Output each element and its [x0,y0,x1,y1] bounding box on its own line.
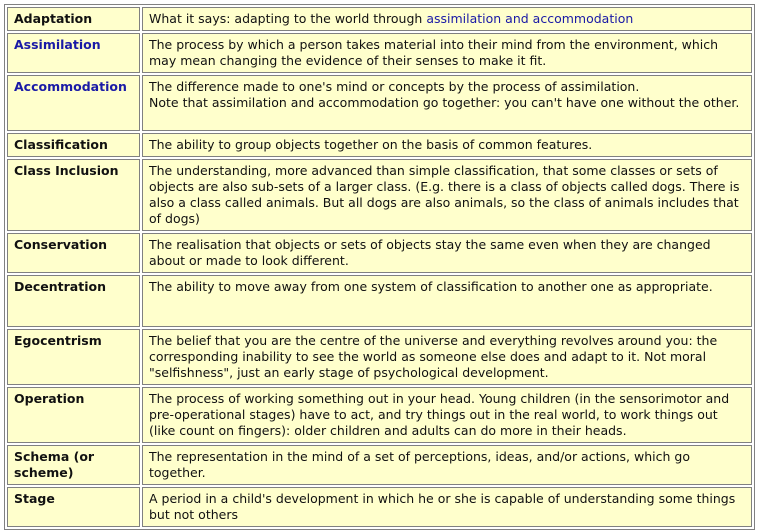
definition-cell: The process by which a person takes material into their mind from the environment, which may mean changing the evidence of their senses to make it fit. [142,33,752,73]
definition-note: Note that assimilation and accommodation go together: you can't have one without the other. [149,95,740,110]
table-row [7,7,752,31]
definition-cell: A period in a child's development in which he or she is capable of understanding some things but not others [142,487,752,527]
definition-cell: The ability to group objects together on the basis of common features. [142,133,752,157]
term-cell: Classification [7,133,140,157]
glossary-table [4,4,755,530]
term-cell-link[interactable]: Accommodation [7,75,140,131]
definition-cell: The understanding, more advanced than simple classification, that some classes or sets of objects are also sub-sets of a larger class. (E.g. there is a class of objects called dogs. There is also a class called animals. But all dogs are also animals, so the class of animals includes that of dogs) [142,159,752,231]
definition-cell: The belief that you are the centre of the universe and everything revolves around you: the corresponding inability to see the world as someone else does and adapt to it. Not moral "selfishness", just an early stage of psychological development. [142,329,752,385]
table-row [7,33,752,73]
term-cell: Class Inclusion [7,159,140,231]
definition-cell: The ability to move away from one system of classification to another one as appropriate. [142,275,752,327]
table-row [7,387,752,443]
definition-cell: The realisation that objects or sets of objects stay the same even when they are changed about or made to look different. [142,233,752,273]
table-row [7,133,752,157]
table-row [7,487,752,527]
definition-cell: The process of working something out in your head. Young children (in the sensorimotor and pre-operational stages) have to act, and try things out in the real world, to work things out (like count on fingers): older children and adults can do more in their heads. [142,387,752,443]
definition-text: The difference made to one's mind or concepts by the process of assimilation. [149,79,640,94]
term-cell: Stage [7,487,140,527]
table-row [7,445,752,485]
term-cell-link[interactable]: Assimilation [7,33,140,73]
definition-text: What it says: adapting to the world through [149,11,427,26]
term-cell: Conservation [7,233,140,273]
assimilation-accommodation-link[interactable]: assimilation and accommodation [426,11,634,26]
term-cell: Decentration [7,275,140,327]
term-cell: Operation [7,387,140,443]
term-cell: Egocentrism [7,329,140,385]
definition-cell [142,75,752,131]
definition-cell: The representation in the mind of a set of perceptions, ideas, and/or actions, which go together. [142,445,752,485]
term-cell: Adaptation [7,7,140,31]
table-row [7,75,752,131]
table-row [7,275,752,327]
table-row [7,329,752,385]
definition-cell [142,7,752,31]
term-cell: Schema (or scheme) [7,445,140,485]
table-row [7,159,752,231]
table-row [7,233,752,273]
